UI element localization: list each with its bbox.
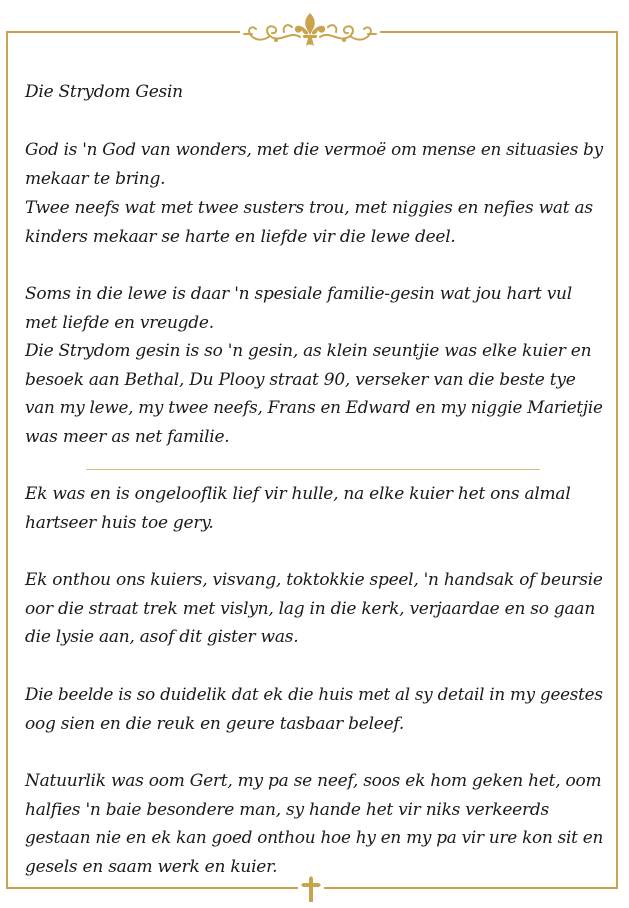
paragraph-8: Natuurlik was oom Gert, my pa se neef, soos ek hom geken het, oom halfies 'n baie besondere man, sy hande het vir niks verkeerds gestaan nie en ek kan goed onthou hoe hy en my pa vir ure kon sit en gesels en saam werk en kuier. <box>25 771 604 878</box>
section-divider <box>86 469 540 470</box>
paragraph-5: Ek was en is ongelooflik lief vir hulle, na elke kuier het ons almal hartseer huis toe gery. <box>25 484 571 533</box>
paragraph-6: Ek onthou ons kuiers, visvang, toktokkie speel, 'n handsak of beursie oor die straat trek met vislyn, lag in die kerk, verjaardae en so gaan die lysie aan, asof dit gister was. <box>25 570 603 648</box>
fleur-de-lis-ornament-icon <box>240 10 380 52</box>
paragraph-1: God is 'n God van wonders, met die vermoë om mense en situasies by mekaar te bring. <box>25 140 603 189</box>
paragraph-4: Die Strydom gesin is so 'n gesin, as klein seuntjie was elke kuier en besoek aan Bethal, Du Plooy straat 90, verseker van die beste tye van my lewe, my twee neefs, Frans en Edward en my niggie Marietjie was meer as net familie. <box>25 341 603 448</box>
paragraph-3: Soms in die lewe is daar 'n spesiale familie-gesin wat jou hart vul met liefde en vreugde. <box>25 284 572 333</box>
paragraph-7: Die beelde is so duidelik dat ek die huis met al sy detail in my geestes oog sien en die reuk en geure tasbaar beleef. <box>25 685 603 734</box>
document-title: Die Strydom Gesin <box>25 82 183 102</box>
paragraph-2: Twee neefs wat met twee susters trou, met niggies en nefies wat as kinders mekaar se harte en liefde vir die lewe deel. <box>25 198 593 247</box>
